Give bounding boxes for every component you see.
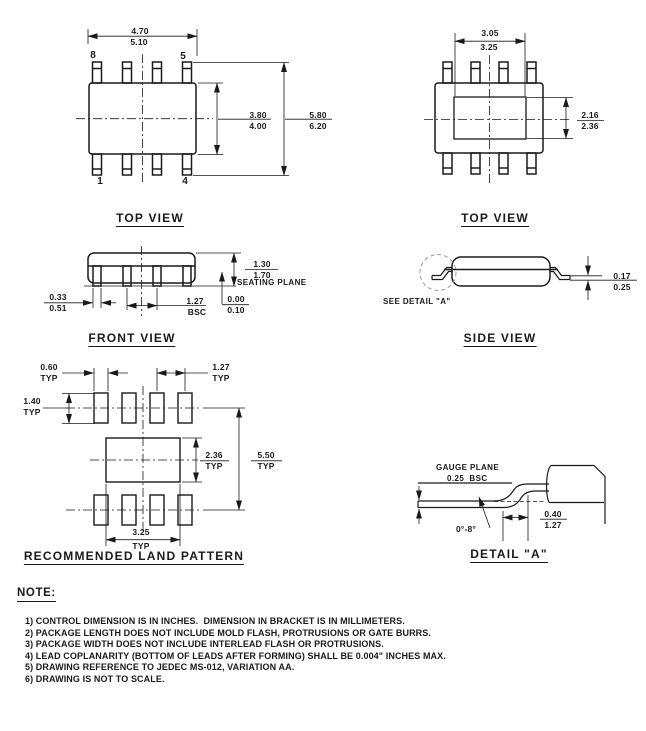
seating-plane-label: SEATING PLANE (237, 277, 307, 287)
pin-5-label: 5 (180, 51, 186, 62)
angle-leader-line (479, 497, 490, 528)
dim-center-pad-width-typ: TYP (132, 540, 150, 551)
pin-4-label: 4 (182, 176, 188, 187)
dim-center-pad-width: 3.25 (132, 527, 150, 537)
top-view-left-drawing (76, 26, 332, 185)
dim-overall-height-min: 5.80 (309, 109, 327, 120)
dim-center-pad-height-typ: TYP (205, 461, 223, 471)
note-item-1: 1) CONTROL DIMENSION IS IN INCHES. DIMENSION IN BRACKET IS IN MILLIMETERS. (25, 616, 405, 626)
dim-pad-height-min: 2.16 (581, 109, 599, 120)
dim-lead-thickness-min: 0.17 (613, 270, 631, 281)
top-view-left-dimension-lines (76, 26, 332, 185)
dim-standoff-min: 0.00 (227, 293, 245, 304)
top-view-right-label: TOP VIEW (461, 211, 529, 225)
note-item-3: 3) PACKAGE WIDTH DOES NOT INCLUDE INTERLEAD FLASH OR PROTRUSIONS. (25, 639, 384, 649)
package-body-outline (452, 257, 550, 286)
lead-angle-label: 0°-8° (455, 523, 477, 534)
detail-a-label: DETAIL "A" (470, 547, 548, 561)
pin-8-label: 8 (90, 50, 96, 61)
land-pattern-dimension-lines (43, 368, 282, 546)
top-view-left-label: TOP VIEW (116, 211, 184, 225)
dim-land-pad-height: 1.40 (23, 396, 41, 406)
dim-land-span: 5.50 (257, 449, 275, 460)
dim-land-pitch: 1.27 (212, 362, 230, 372)
gauge-bsc-label: 0.25 BSC (447, 473, 488, 483)
dim-center-pad-height: 2.36 (205, 449, 223, 460)
dim-pad-width-min: 3.05 (481, 28, 499, 38)
dim-pitch-bsc: BSC (187, 306, 207, 317)
bottom-pins (93, 154, 192, 175)
dim-foot-min: 0.40 (544, 508, 562, 519)
dim-land-pad-width-typ: TYP (40, 372, 58, 383)
pin-1-label: 1 (97, 176, 103, 187)
exposed-pad-outline (454, 97, 526, 139)
dim-height-min: 1.30 (253, 258, 271, 269)
dim-standoff-max: 0.10 (227, 305, 245, 315)
dim-lead-thickness-max: 0.25 (613, 281, 631, 292)
top-pins (93, 62, 192, 83)
see-detail-a-label: SEE DETAIL "A" (383, 297, 451, 306)
top-view-right-dimension-lines (424, 33, 604, 185)
dim-body-height-min: 3.80 (249, 109, 267, 120)
gauge-plane-label: GAUGE PLANE (436, 463, 500, 472)
dim-land-pad-width: 0.60 (40, 362, 58, 372)
lead-foot-bottom (418, 491, 549, 508)
dim-land-pitch-typ: TYP (212, 372, 230, 383)
side-view-label: SIDE VIEW (463, 331, 537, 345)
note-item-5: 5) DRAWING REFERENCE TO JEDEC MS-012, VARIATION AA. (25, 662, 295, 672)
note-item-2: 2) PACKAGE LENGTH DOES NOT INCLUDE MOLD FLASH, PROTRUSIONS OR GATE BURRS. (25, 627, 431, 638)
dim-body-height-max: 4.00 (249, 120, 267, 131)
dim-width-max: 4.70 (131, 26, 149, 36)
notes-title: NOTE: (17, 588, 56, 602)
dim-height-max: 1.70 (253, 270, 271, 280)
front-view-label: FRONT VIEW (88, 331, 176, 345)
dim-foot-max: 1.27 (544, 519, 562, 530)
land-pattern-label: RECOMMENDED LAND PATTERN (23, 549, 245, 563)
dim-pitch-value: 1.27 (186, 295, 204, 306)
dim-lead-width-min: 0.33 (49, 291, 67, 302)
dim-pad-width-max: 3.25 (480, 42, 498, 52)
dim-width-min: 5.10 (130, 36, 148, 47)
note-item-6: 6) DRAWING IS NOT TO SCALE. (25, 673, 165, 684)
land-pattern-drawing (43, 368, 282, 546)
dim-pad-height-max: 2.36 (581, 120, 599, 131)
side-view-drawing (420, 255, 637, 301)
package-body-outline (435, 83, 543, 153)
top-view-right-drawing (424, 33, 604, 185)
detail-a-callout-circle (420, 255, 456, 291)
dim-overall-height-max: 6.20 (309, 120, 327, 131)
dim-lead-width-max: 0.51 (49, 303, 67, 313)
dim-land-span-typ: TYP (257, 461, 275, 471)
note-item-4: 4) LEAD COPLANARITY (BOTTOM OF LEADS AFTER FORMING) SHALL BE 0.004" INCHES MAX. (25, 650, 446, 661)
dim-land-pad-height-typ: TYP (23, 406, 41, 417)
lead-foot-top (418, 484, 549, 501)
